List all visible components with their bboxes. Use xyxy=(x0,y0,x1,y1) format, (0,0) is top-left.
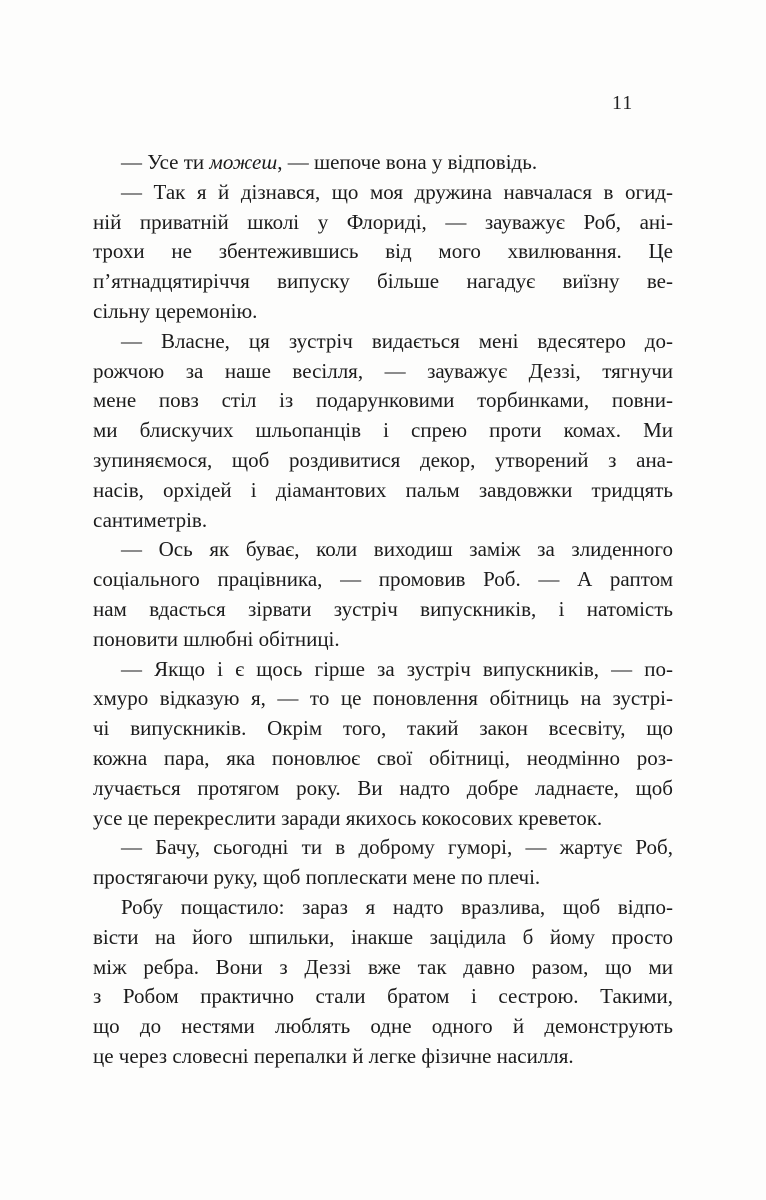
text-line xyxy=(93,208,673,238)
text-line xyxy=(93,446,673,476)
text-segment: кожна пара, яка поновлює свої обітниці, неодмінно роз- xyxy=(93,745,673,770)
text-segment: — Бачу, сьогодні ти в доброму гуморі, — жартує Роб, xyxy=(121,835,673,860)
text-line xyxy=(93,833,673,863)
text-line xyxy=(93,476,673,506)
text-line xyxy=(93,237,673,267)
text-segment: п’ятнадцятиріччя випуску більше нагадує виїзну ве- xyxy=(93,269,673,294)
text-segment: рожчою за наше весілля, — зауважує Деззі, тягнучи xyxy=(93,358,673,383)
text-line xyxy=(93,774,673,804)
text-segment: ми блискучих шльопанців і спрею проти комах. Ми xyxy=(93,418,673,443)
text-line xyxy=(93,357,673,387)
text-line xyxy=(93,595,673,625)
page-number: 11 xyxy=(612,92,634,114)
text-segment: лучається протягом року. Ви надто добре ладнаєте, щоб xyxy=(93,775,673,800)
text-line xyxy=(93,1012,673,1042)
text-segment: поновити шлюбні обітниці. xyxy=(93,626,340,651)
paragraph xyxy=(93,655,673,834)
text-segment: трохи не збентежившись від мого хвилювання. Це xyxy=(93,239,673,264)
text-segment: — Якщо і є щось гірше за зустріч випускників, — по- xyxy=(121,656,673,681)
text-line xyxy=(93,714,673,744)
text-line xyxy=(93,893,673,923)
text-line xyxy=(93,655,673,685)
text-line xyxy=(93,1042,673,1072)
text-line xyxy=(93,923,673,953)
paragraph xyxy=(93,893,673,1072)
text-segment: — Власне, ця зустріч видається мені вдесятеро до- xyxy=(121,328,673,353)
text-line xyxy=(93,386,673,416)
text-line xyxy=(93,982,673,1012)
text-line xyxy=(93,953,673,983)
paragraph xyxy=(93,148,673,178)
text-segment: насів, орхідей і діамантових пальм завдовжки тридцять xyxy=(93,477,673,502)
text-segment: між ребра. Вони з Деззі вже так давно разом, що ми xyxy=(93,954,673,979)
text-line xyxy=(93,863,673,893)
text-line xyxy=(93,535,673,565)
paragraph xyxy=(93,535,673,654)
text-segment: чі випускників. Окрім того, такий закон всесвіту, що xyxy=(93,716,673,741)
text-line xyxy=(93,327,673,357)
text-line xyxy=(93,178,673,208)
text-segment: простягаючи руку, щоб поплескати мене по плечі. xyxy=(93,865,541,890)
text-segment: мене повз стіл із подарунковими торбинками, повни- xyxy=(93,388,673,413)
text-segment: соціального працівника, — промовив Роб. — А раптом xyxy=(93,567,673,592)
text-line xyxy=(93,416,673,446)
text-line xyxy=(93,684,673,714)
text-segment: це через словесні перепалки й легке фізичне насилля. xyxy=(93,1043,574,1068)
text-line xyxy=(93,804,673,834)
paragraph xyxy=(93,178,673,327)
text-segment: з Робом практично стали братом і сестрою. Такими, xyxy=(93,984,673,1009)
text-segment: — Усе ти xyxy=(121,150,210,174)
text-line xyxy=(93,506,673,536)
paragraph xyxy=(93,833,673,893)
text-line xyxy=(93,148,673,178)
text-segment: , — шепоче вона у відповідь. xyxy=(277,150,538,174)
text-segment: Робу пощастило: зараз я надто вразлива, щоб відпо- xyxy=(121,894,673,919)
text-segment: ній приватній школі у Флориді, — зауважує Роб, ані- xyxy=(93,209,673,234)
italic-text: можеш xyxy=(209,150,278,174)
text-segment: нам вдасться зірвати зустріч випускників, і натомість xyxy=(93,596,673,621)
text-segment: зупиняємося, щоб роздивитися декор, утворений з ана- xyxy=(93,447,673,472)
text-segment: сільну церемонію. xyxy=(93,298,258,323)
text-segment: — Так я й дізнався, що моя дружина навчалася в огид- xyxy=(121,179,673,204)
text-segment: усе це перекреслити заради якихось кокосових креветок. xyxy=(93,805,603,830)
text-segment: хмуро відказую я, — то це поновлення обітниць на зустрі- xyxy=(93,686,673,711)
text-segment: що до нестями люблять одне одного й демонструють xyxy=(93,1014,673,1039)
paragraph xyxy=(93,327,673,536)
text-line xyxy=(93,565,673,595)
text-segment: сантиметрів. xyxy=(93,507,208,532)
text-line xyxy=(93,297,673,327)
text-line xyxy=(93,267,673,297)
text-block xyxy=(93,148,673,1072)
text-segment: вісти на його шпильки, інакше зацідила б йому просто xyxy=(93,924,673,949)
text-line xyxy=(93,744,673,774)
text-line xyxy=(93,625,673,655)
text-segment: — Ось як буває, коли виходиш заміж за злиденного xyxy=(121,537,673,562)
